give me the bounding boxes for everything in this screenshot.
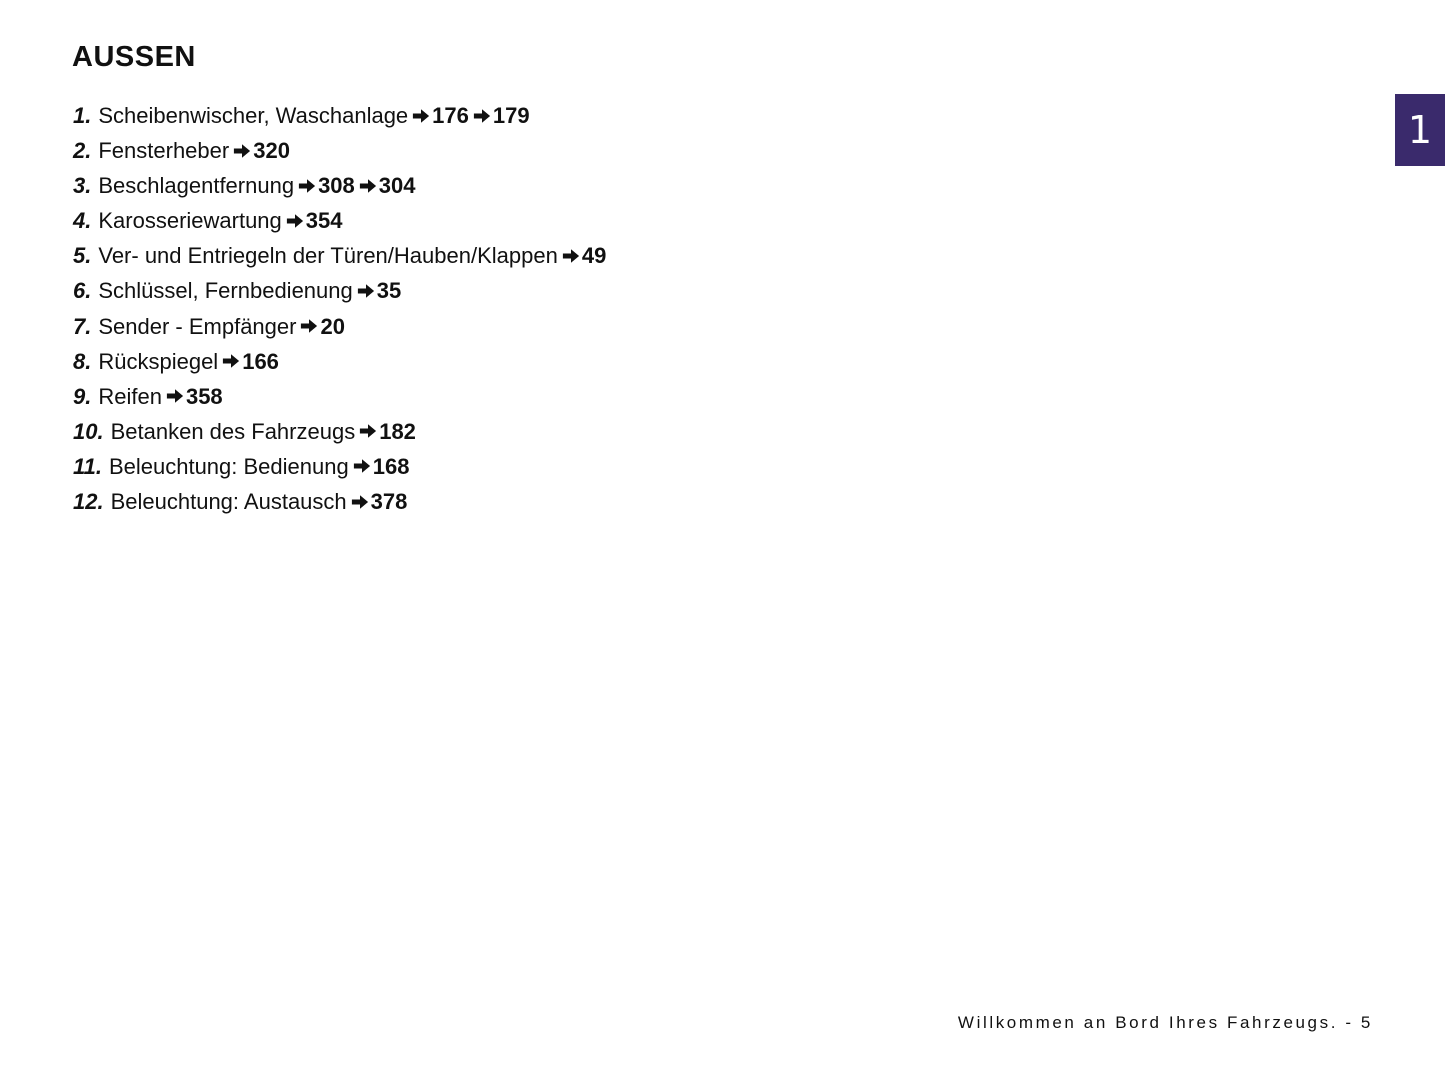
- toc-item: [73, 133, 606, 168]
- page-number: 166: [242, 348, 279, 374]
- arrow-right-icon: [562, 247, 580, 265]
- arrow-right-icon: [300, 317, 318, 335]
- item-number: 1.: [73, 103, 92, 128]
- page-number: 179: [492, 103, 530, 128]
- item-number: 5.: [73, 243, 92, 269]
- page-number: 20: [320, 313, 345, 339]
- arrow-right-icon: [353, 457, 371, 475]
- arrow-right-icon: [298, 177, 316, 195]
- page-number: 354: [305, 208, 343, 234]
- page-reference-link[interactable]: [359, 168, 416, 203]
- toc-item: [73, 238, 606, 273]
- arrow-right-icon: [473, 107, 491, 125]
- item-number: 9.: [73, 383, 92, 409]
- page-reference-link[interactable]: [233, 133, 290, 168]
- arrow-right-icon: [357, 282, 375, 300]
- item-number: 4.: [73, 208, 92, 234]
- item-title: Rückspiegel: [98, 348, 219, 374]
- item-title: Beleuchtung: Bedienung: [108, 453, 349, 479]
- item-number: 12.: [73, 489, 104, 515]
- item-title: Scheibenwischer, Waschanlage: [98, 103, 409, 128]
- toc-item: [73, 203, 606, 238]
- page-reference-link[interactable]: [353, 449, 410, 484]
- arrow-right-icon: [412, 107, 430, 125]
- page-number: 304: [378, 173, 416, 199]
- page-number: 320: [253, 138, 290, 164]
- item-number: 11.: [73, 453, 102, 479]
- toc-item: [73, 309, 606, 344]
- arrow-right-icon: [359, 177, 377, 195]
- page-number: 308: [318, 173, 355, 199]
- page-footer: Willkommen an Bord Ihres Fahrzeugs. - 5: [957, 1013, 1373, 1032]
- item-number: 2.: [73, 138, 92, 164]
- toc-item: [73, 414, 606, 449]
- page-number: 35: [376, 278, 402, 304]
- toc-item: [73, 168, 606, 203]
- item-title: Karosseriewartung: [98, 208, 282, 234]
- arrow-right-icon: [286, 212, 304, 230]
- page-reference-link[interactable]: [359, 414, 416, 449]
- arrow-right-icon: [233, 142, 251, 160]
- page-reference-link[interactable]: [357, 273, 401, 308]
- arrow-right-icon: [359, 422, 377, 440]
- chapter-tab[interactable]: 1: [1395, 94, 1445, 166]
- item-title: Betanken des Fahrzeugs: [110, 418, 356, 444]
- item-number: 6.: [73, 278, 92, 304]
- page-reference-link[interactable]: [166, 379, 223, 414]
- toc-item: [73, 379, 606, 414]
- section-heading: AUSSEN: [72, 41, 196, 73]
- page-number: 168: [372, 453, 410, 479]
- item-title: Beschlagentfernung: [98, 173, 295, 199]
- item-title: Beleuchtung: Austausch: [110, 489, 347, 515]
- page-number: 378: [370, 489, 408, 515]
- toc-item: [73, 449, 606, 484]
- page-reference-link[interactable]: [222, 344, 279, 379]
- toc-item: [73, 273, 606, 308]
- item-number: 7.: [73, 313, 92, 339]
- toc-item: [73, 484, 606, 519]
- page-number: 176: [432, 103, 469, 128]
- table-of-contents: [73, 98, 606, 519]
- item-title: Fensterheber: [98, 138, 230, 164]
- item-title: Sender - Empfänger: [98, 313, 297, 339]
- item-number: 8.: [73, 348, 92, 374]
- toc-item: [73, 344, 606, 379]
- page-number: 182: [379, 418, 416, 444]
- page-reference-link[interactable]: [473, 98, 530, 133]
- page-number: 49: [581, 243, 607, 269]
- page-number: 358: [185, 383, 223, 409]
- page-reference-link[interactable]: [351, 484, 408, 519]
- item-number: 3.: [73, 173, 92, 199]
- item-title: Ver- und Entriegeln der Türen/Hauben/Klappen: [98, 243, 558, 269]
- toc-item: [73, 98, 606, 133]
- item-number: 10.: [73, 418, 104, 444]
- page-reference-link[interactable]: [286, 203, 343, 238]
- page-reference-link[interactable]: [298, 168, 355, 203]
- item-title: Reifen: [98, 383, 162, 409]
- arrow-right-icon: [222, 352, 240, 370]
- page-reference-link[interactable]: [412, 98, 469, 133]
- page-reference-link[interactable]: [562, 238, 606, 273]
- arrow-right-icon: [166, 387, 184, 405]
- page-reference-link[interactable]: [300, 309, 344, 344]
- arrow-right-icon: [351, 493, 369, 511]
- item-title: Schlüssel, Fernbedienung: [98, 278, 353, 304]
